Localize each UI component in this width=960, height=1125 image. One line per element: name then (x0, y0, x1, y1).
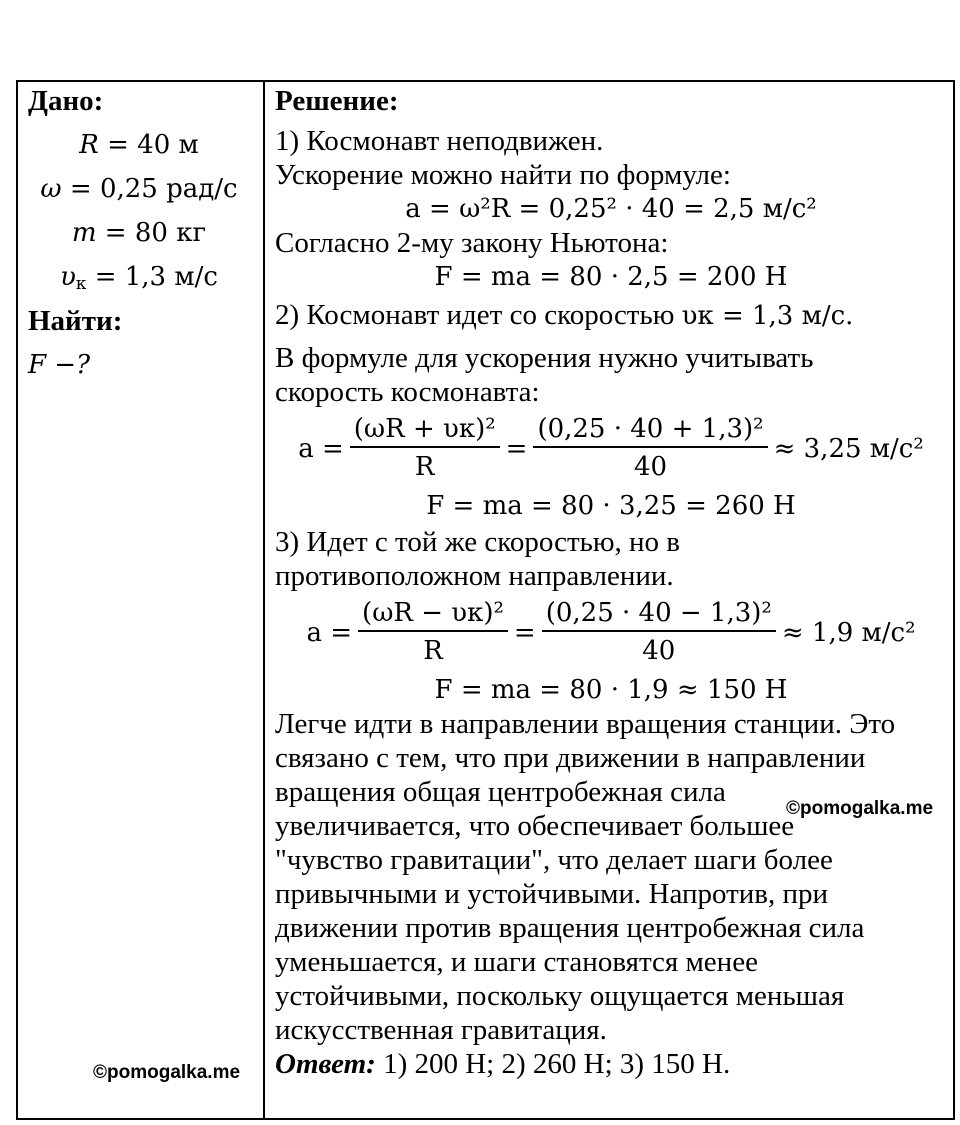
given-mass: m = 80 кг (71, 218, 207, 248)
conclusion-line: увеличивается, что обеспечивает большее (275, 810, 795, 842)
column-divider (263, 82, 265, 1118)
fraction: $\frac{\text{(0,25 · 40 − 1,3)²}}{40}$ (542, 596, 776, 670)
newton-intro: Согласно 2-му закону Ньютона: (275, 227, 669, 259)
conclusion-paragraph (275, 707, 947, 1047)
solution-header: Решение: (275, 85, 399, 117)
solution-column (275, 82, 947, 1081)
watermark-right: ©pomogalka.me (786, 798, 934, 819)
given-omega: ω = 0,25 рад/с (40, 174, 238, 204)
conclusion-line: устойчивыми, поскольку ощущается меньшая (275, 980, 845, 1012)
fraction: $\frac{\text{(ωR + υк)²}}{R}$ (350, 412, 500, 486)
equation-force-3: F = ma = 80 · 1,9 ≈ 150 Н (434, 675, 788, 705)
step-3-b: противоположном направлении. (275, 560, 674, 592)
answer: Ответ: 1) 200 Н; 2) 260 Н; 3) 150 Н. (275, 1048, 731, 1080)
conclusion-line: Легче идти в направлении вращения станции. Это (275, 708, 896, 740)
conclusion-line: искусственная гравитация. (275, 1014, 607, 1046)
step-1: 1) Космонавт неподвижен. (275, 125, 604, 157)
equation-accel-2: a = $\frac{\text{(ωR + υк)²}}{R}$ = $\frac{\text{(0,25 · 40 + 1,3)²}}{40}$ ≈ 3,25 м/с² (275, 409, 947, 489)
equation-force-1: F = ma = 80 · 2,5 = 200 Н (434, 262, 788, 292)
step-3-a: 3) Идет с той же скоростью, но в (275, 526, 680, 558)
equation-accel-1: a = ω²R = 0,25² · 40 = 2,5 м/с² (405, 194, 817, 224)
fraction: $\frac{\text{(ωR − υк)²}}{R}$ (358, 596, 508, 670)
fraction: $\frac{\text{(0,25 · 40 + 1,3)²}}{40}$ (533, 412, 767, 486)
accel-intro: Ускорение можно найти по формуле: (275, 159, 731, 191)
watermark-left: ©pomogalka.me (93, 1062, 241, 1083)
conclusion-line: привычными и устойчивыми. Напротив, при (275, 878, 829, 910)
solution-table (16, 80, 955, 1120)
given-velocity: $\upsilon_к = 1,3$ м/с (60, 262, 218, 294)
given-header: Дано: (28, 85, 104, 117)
conclusion-line: уменьшается, и шаги становятся менее (275, 946, 758, 978)
conclusion-line: вращения общая центробежная сила (275, 776, 726, 808)
conclusion-line: "чувство гравитации", что делает шаги более (275, 844, 833, 876)
conclusion-line: связано с тем, что при движении в направлении (275, 742, 866, 774)
step-2: 2) Космонавт идет со скоростью υк = 1,3 м/с. (275, 299, 854, 331)
given-column (28, 82, 250, 382)
find-value: F −? (28, 350, 91, 380)
step-2-text-b: скорость космонавта: (275, 376, 540, 408)
conclusion-line: движении против вращения центробежная сила (275, 912, 865, 944)
equation-accel-3: a = $\frac{\text{(ωR − υк)²}}{R}$ = $\frac{\text{(0,25 · 40 − 1,3)²}}{40}$ ≈ 1,9 м/с² (275, 593, 947, 673)
step-2-text-a: В формуле для ускорения нужно учитывать (275, 342, 814, 374)
find-header: Найти: (28, 305, 123, 337)
given-radius: R = 40 м (79, 130, 199, 160)
equation-force-2: F = ma = 80 · 3,25 = 260 Н (426, 491, 796, 521)
